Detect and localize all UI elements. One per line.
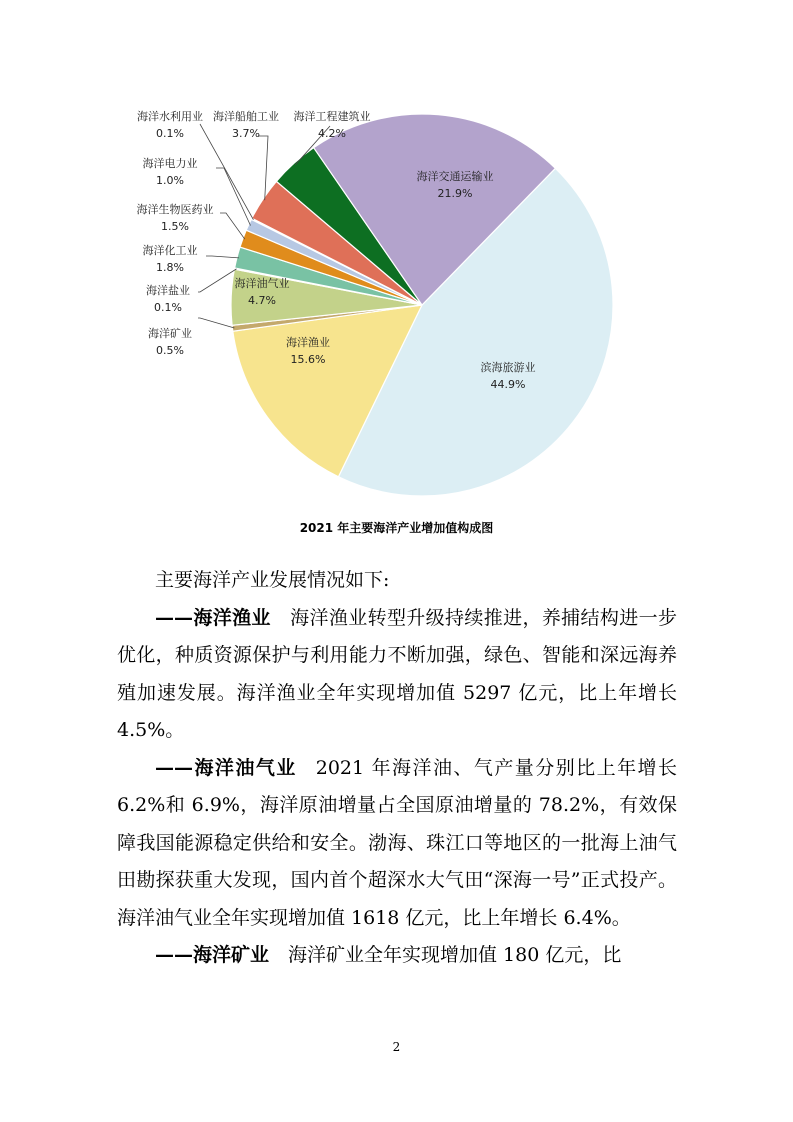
leader-line-5: [206, 256, 239, 258]
pie-label-8: 海洋水利用业 0.1%: [137, 110, 203, 140]
pie-label-0: 滨海旅游业 44.9%: [480, 361, 536, 391]
pie-label-11: 海洋交通运输业 21.9%: [416, 170, 494, 200]
page-number: 2: [392, 1040, 401, 1054]
mining-heading: ——海洋矿业: [155, 944, 270, 966]
intro-paragraph: 主要海洋产业发展情况如下:: [155, 569, 390, 591]
mining-paragraph: [117, 937, 677, 975]
body-text: [117, 562, 677, 975]
oilgas-text: 2021 年海洋油、气产量分别比上年增长 6.2%和 6.9%，海洋原油增量占全国原油增量的 78.2%，有效保障我国能源稳定供给和安全。渤海、珠江口等地区的一批海上油气田勘探获重大发现，国内首个超深水大气田“深海一号”正式投产。海洋油气业全年实现增加值 1618 亿元，比上年增长 6.4%。: [117, 756, 677, 929]
oilgas-paragraph: [117, 750, 677, 938]
oilgas-heading: ——海洋油气业: [155, 756, 297, 779]
pie-label-2: 海洋矿业 0.5%: [148, 327, 192, 357]
pie-label-9: 海洋船舶工业 3.7%: [213, 110, 279, 140]
pie-label-5: 海洋化工业 1.8%: [142, 244, 198, 274]
fishery-text: 海洋渔业转型升级持续推进，养捕结构进一步优化，种质资源保护与利用能力不断加强，绿色、智能和深远海养殖加速发展。海洋渔业全年实现增加值 5297 亿元，比上年增长 4.5%。: [117, 606, 677, 741]
fishery-paragraph: [117, 600, 677, 750]
fishery-heading: ——海洋渔业: [155, 606, 271, 629]
leader-line-7: [216, 168, 251, 226]
pie-label-7: 海洋电力业 1.0%: [142, 157, 198, 187]
leader-line-2: [198, 318, 234, 328]
figure-caption: 2021 年主要海洋产业增加值构成图: [299, 521, 494, 535]
leader-line-4: [198, 269, 237, 292]
pie-label-4: 海洋盐业 0.1%: [146, 284, 190, 314]
leader-line-6: [220, 213, 245, 239]
pie-label-10: 海洋工程建筑业 4.2%: [293, 110, 371, 140]
pie-chart: [0, 90, 793, 510]
leader-line-9: [258, 136, 268, 200]
pie-label-1: 海洋渔业 15.6%: [286, 336, 330, 366]
pie-label-6: 海洋生物医药业 1.5%: [136, 203, 214, 233]
pie-label-3: 海洋油气业 4.7%: [234, 277, 290, 307]
mining-text: 海洋矿业全年实现增加值 180 亿元，比: [288, 944, 622, 966]
